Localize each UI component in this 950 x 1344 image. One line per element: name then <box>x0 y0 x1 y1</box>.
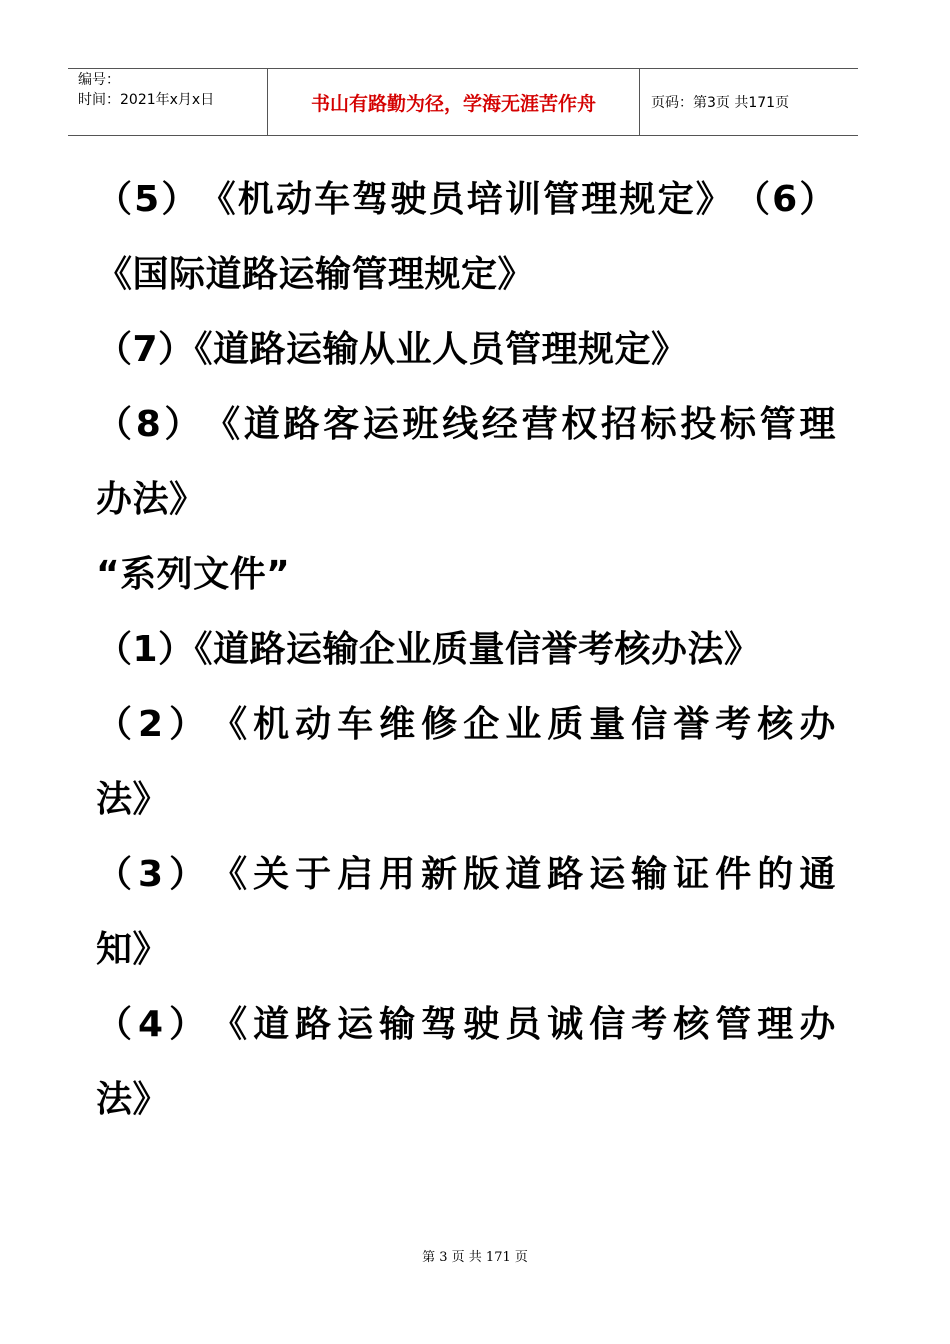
section-heading: “系列文件” <box>96 554 291 595</box>
body-line: 《国际道路运输管理规定》 <box>96 254 535 295</box>
body-line: （ 8 ） 《 道 路 客 运 班 线 经 营 权 招 标 投 标 管 理 <box>96 404 836 445</box>
body-line: （ 3 ） 《 关 于 启 用 新 版 道 路 运 输 证 件 的 通 <box>96 854 836 895</box>
body-line: （7）《道路运输从业人员管理规定》 <box>96 329 688 370</box>
body-line: 法》 <box>96 779 170 820</box>
body-line: （ 2 ） 《 机 动 车 维 修 企 业 质 量 信 誉 考 核 办 <box>96 704 836 745</box>
body-line: 办法》 <box>96 479 206 520</box>
page-footer: 第 3 页 共 171 页 <box>422 1250 528 1265</box>
document-body <box>96 162 836 1137</box>
document-number-label: 编号： <box>78 72 120 88</box>
body-line: 知》 <box>96 929 170 970</box>
document-time-label: 时间：2021年x月x日 <box>78 92 215 108</box>
body-line: （ 4 ） 《 道 路 运 输 驾 驶 员 诚 信 考 核 管 理 办 <box>96 1004 836 1045</box>
body-line: （1）《道路运输企业质量信誉考核办法》 <box>96 629 761 670</box>
body-line: （ 5 ） 《 机 动 车 驾 驶 员 培 训 管 理 规 定 》 （ 6 ） <box>96 179 836 220</box>
header-motto: 书山有路勤为径，学海无涯苦作舟 <box>268 69 640 135</box>
header-page-label: 页码：第3页 共171页 <box>651 95 790 111</box>
body-line: 法》 <box>96 1079 170 1120</box>
header-meta <box>68 69 268 135</box>
page-header <box>68 68 858 136</box>
